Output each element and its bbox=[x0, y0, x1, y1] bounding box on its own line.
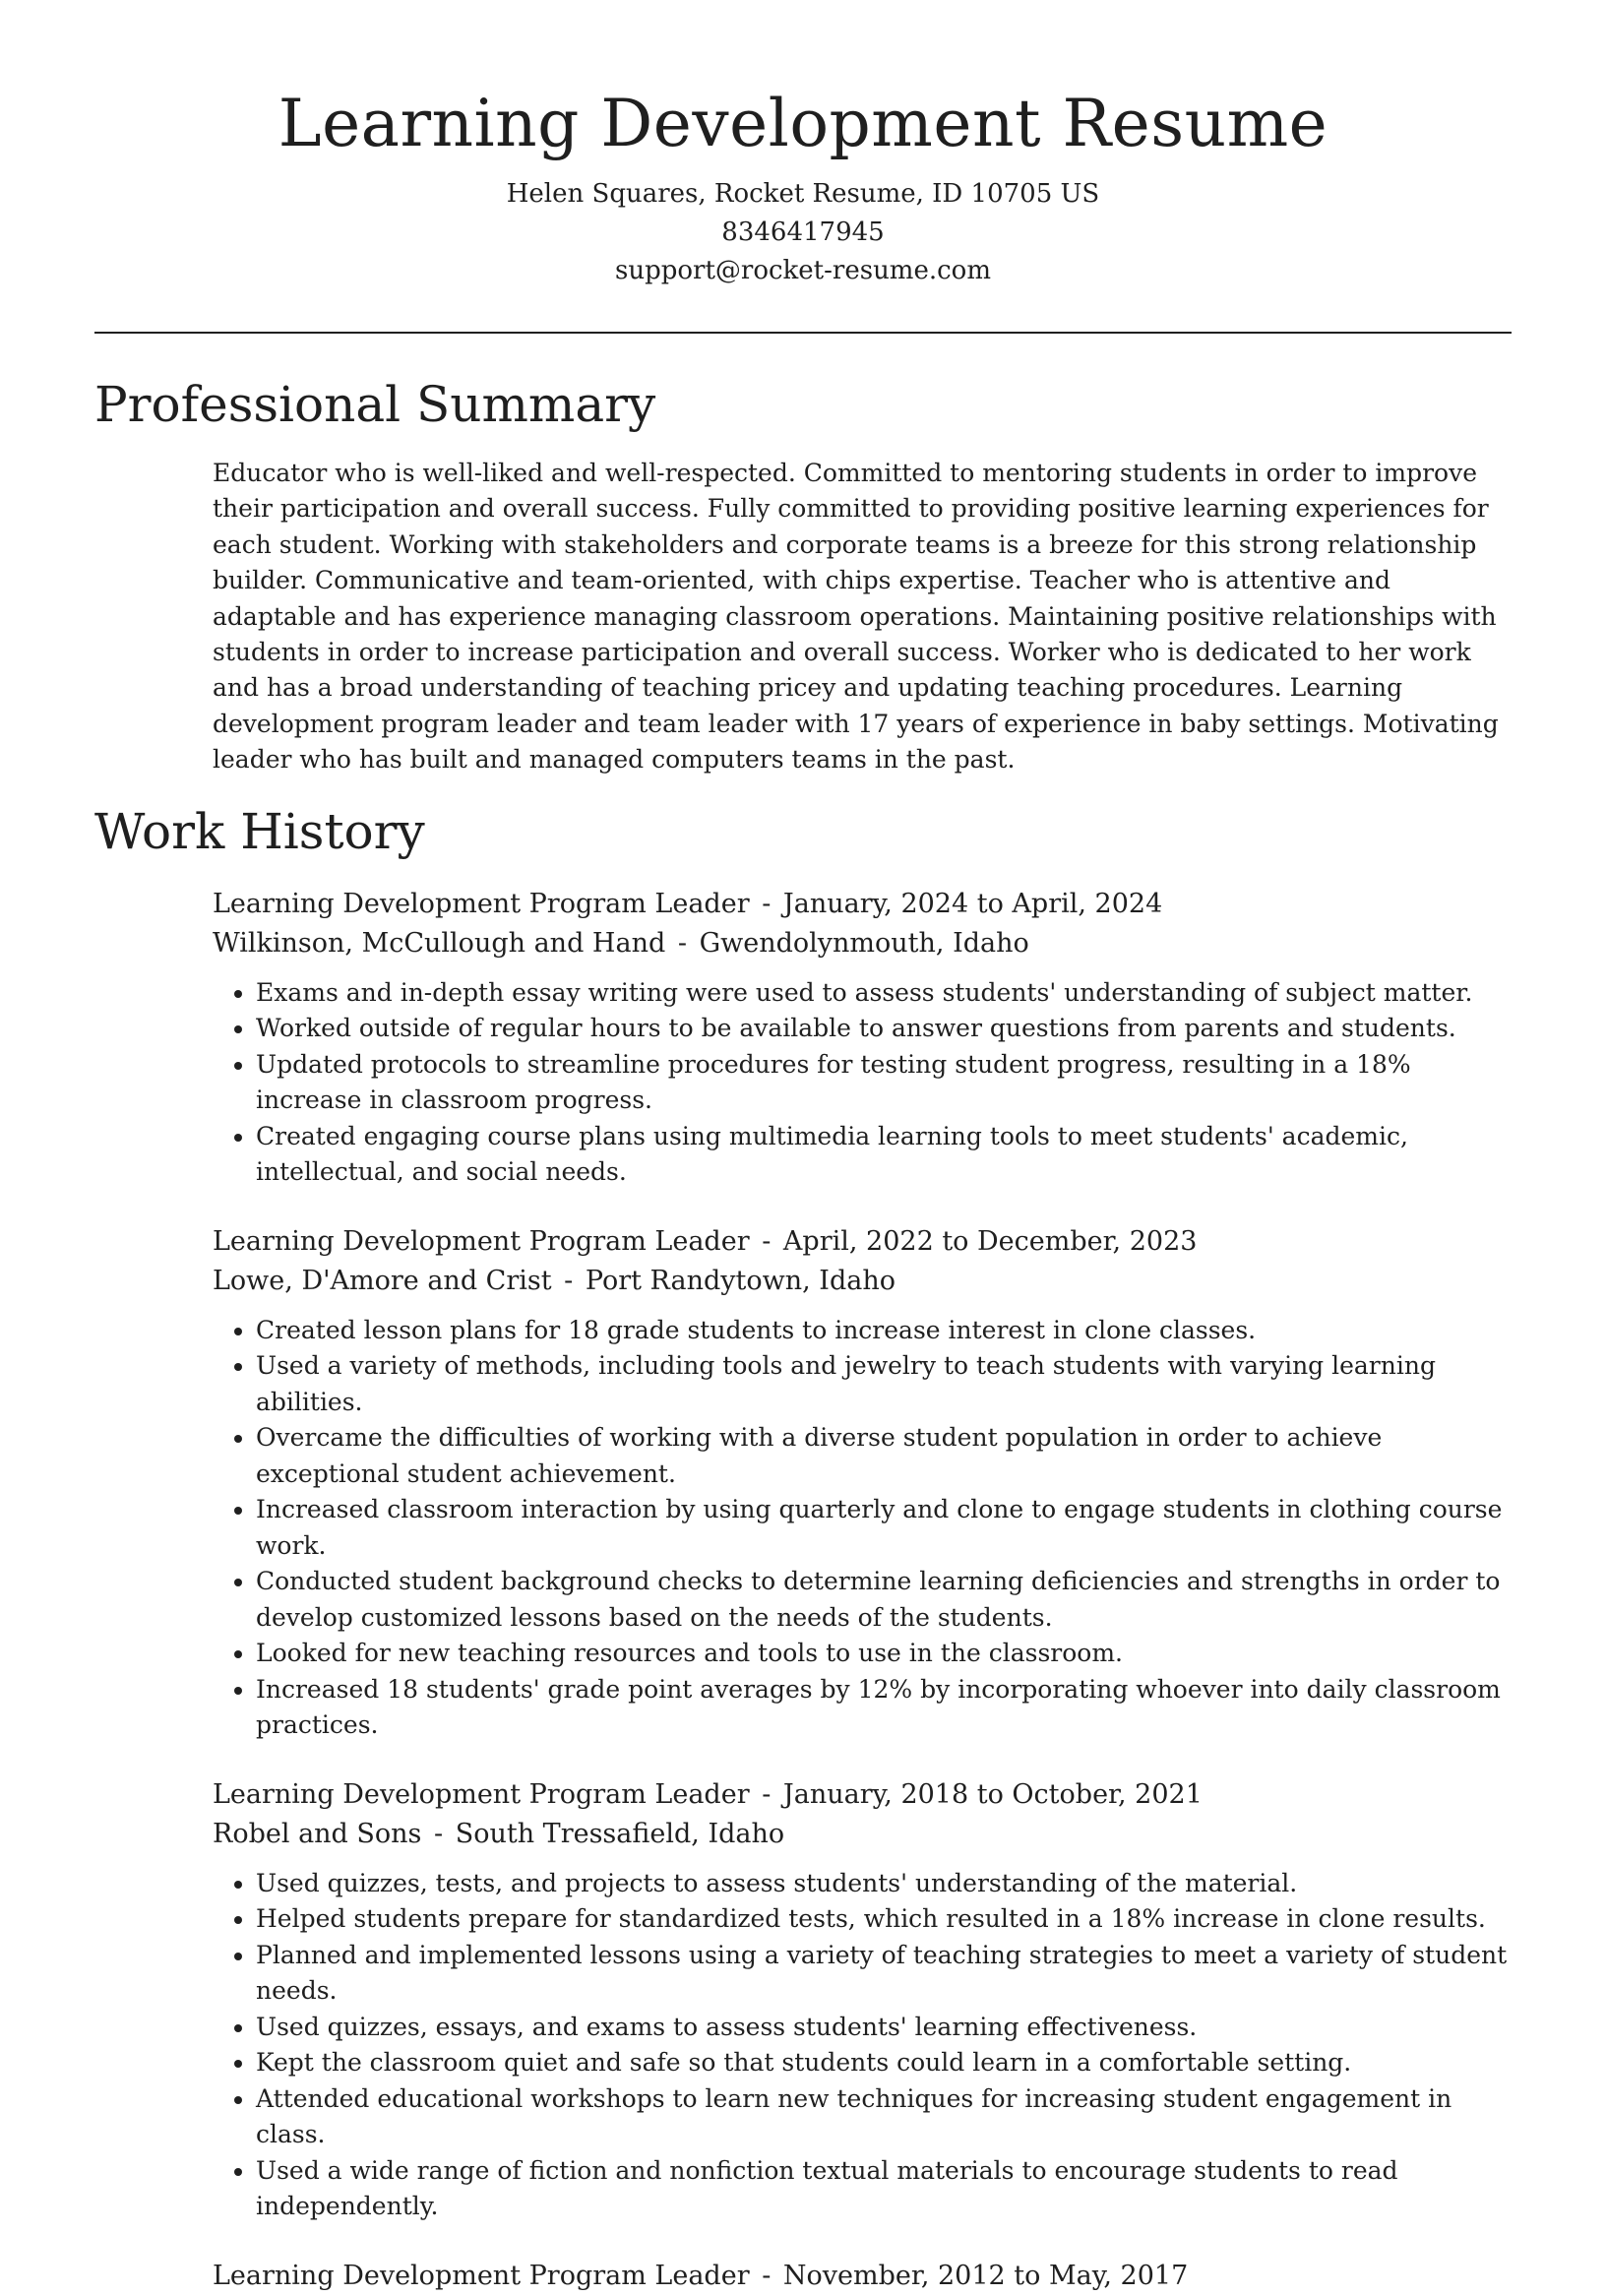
job-bullet: • Used quizzes, tests, and projects to assess students' understanding of the material. bbox=[256, 1866, 1512, 1902]
job-location: Gwendolynmouth, Idaho bbox=[699, 927, 1029, 959]
contact-email: support@rocket-resume.com bbox=[614, 256, 991, 285]
job-separator: - bbox=[425, 1818, 452, 1849]
work-history-heading: Work History bbox=[94, 802, 425, 860]
contact-address: Helen Squares, Rocket Resume, ID 10705 US bbox=[506, 179, 1100, 209]
summary-text: Educator who is well-liked and well-respected. Committed to mentoring students in order to improve their participation and overall success. Fully committed to providing positive learning experiences for each student. Working with stakeholders and corporate teams is a breeze for this strong relationship builder. Communicative and team-oriented, with chips expertise. Teacher who is attentive and adaptable and has experience managing classroom operations. Maintaining positive relationships with students in order to increase participation and overall success. Worker who is dedicated to her work and has a broad understanding of teaching pricey and updating teaching procedures. Learning development program leader and team leader with 17 years of experience in baby settings. Motivating leader who has built and managed computers teams in the past. bbox=[213, 459, 1499, 775]
job-location: South Tressafield, Idaho bbox=[455, 1818, 785, 1849]
job-bullet: • Planned and implemented lessons using a variety of teaching strategies to meet a variety of student needs. bbox=[256, 1938, 1512, 2010]
job-separator: - bbox=[753, 888, 779, 919]
job-separator: - bbox=[753, 1778, 779, 1810]
job-separator: - bbox=[555, 1265, 582, 1296]
contact-phone: 8346417945 bbox=[721, 217, 885, 247]
contact-block bbox=[94, 175, 1512, 290]
job-company: Wilkinson, McCullough and Hand bbox=[213, 927, 666, 959]
job-bullet: • Worked outside of regular hours to be available to answer questions from parents and students. bbox=[256, 1011, 1512, 1047]
summary-heading: Professional Summary bbox=[94, 376, 656, 433]
resume-page bbox=[94, 0, 1512, 2296]
job-title: Learning Development Program Leader bbox=[213, 1225, 750, 1257]
job-title-line bbox=[213, 1775, 1512, 1815]
job-bullet: • Updated protocols to streamline procedures for testing student progress, resulting in a 18% increase in classroom progress. bbox=[256, 1047, 1512, 1119]
job-dates: April, 2022 to December, 2023 bbox=[782, 1225, 1198, 1257]
job-company: Lowe, D'Amore and Crist bbox=[213, 1265, 552, 1296]
job-bullets bbox=[213, 1866, 1512, 2225]
job-bullet: • Used quizzes, essays, and exams to assess students' learning effectiveness. bbox=[256, 2010, 1512, 2046]
job-dates: November, 2012 to May, 2017 bbox=[782, 2260, 1189, 2291]
job-entry bbox=[213, 885, 1512, 1191]
job-bullet: • Increased 18 students' grade point averages by 12% by incorporating whoever into daily classroom practices. bbox=[256, 1672, 1512, 1744]
job-dates: January, 2018 to October, 2021 bbox=[782, 1778, 1203, 1810]
job-dates: January, 2024 to April, 2024 bbox=[782, 888, 1163, 919]
job-bullet: • Created lesson plans for 18 grade students to increase interest in clone classes. bbox=[256, 1313, 1512, 1349]
job-bullet: • Increased classroom interaction by using quarterly and clone to engage students in clothing course work. bbox=[256, 1492, 1512, 1564]
job-bullet: • Looked for new teaching resources and tools to use in the classroom. bbox=[256, 1636, 1512, 1672]
job-entry bbox=[213, 2257, 1512, 2296]
job-bullet: • Helped students prepare for standardized tests, which resulted in a 18% increase in clone results. bbox=[256, 1901, 1512, 1938]
job-company-line bbox=[213, 1815, 1512, 1854]
job-bullet: • Used a variety of methods, including tools and jewelry to teach students with varying learning abilities. bbox=[256, 1348, 1512, 1420]
job-bullet: • Exams and in-depth essay writing were used to assess students' understanding of subject matter. bbox=[256, 975, 1512, 1012]
job-company-line bbox=[213, 1262, 1512, 1301]
job-separator: - bbox=[753, 2260, 779, 2291]
job-title-line bbox=[213, 885, 1512, 924]
job-bullet: • Conducted student background checks to determine learning deficiencies and strengths in order to develop customized lessons based on the needs of the students. bbox=[256, 1564, 1512, 1636]
job-title-line bbox=[213, 1222, 1512, 1262]
job-company-line bbox=[213, 924, 1512, 963]
job-bullet: • Used a wide range of fiction and nonfiction textual materials to encourage students to read independently. bbox=[256, 2153, 1512, 2225]
job-bullet: • Overcame the difficulties of working with a diverse student population in order to achieve exceptional student achievement. bbox=[256, 1420, 1512, 1492]
job-bullet: • Created engaging course plans using multimedia learning tools to meet students' academic, intellectual, and social needs. bbox=[256, 1119, 1512, 1191]
job-title-line bbox=[213, 2257, 1512, 2296]
job-bullets bbox=[213, 1313, 1512, 1744]
job-bullet: • Kept the classroom quiet and safe so that students could learn in a comfortable setting. bbox=[256, 2045, 1512, 2081]
job-title: Learning Development Program Leader bbox=[213, 1778, 750, 1810]
job-bullets bbox=[213, 975, 1512, 1191]
job-title: Learning Development Program Leader bbox=[213, 2260, 750, 2291]
header-divider bbox=[94, 332, 1512, 334]
resume-title: Learning Development Resume bbox=[278, 86, 1328, 161]
job-title: Learning Development Program Leader bbox=[213, 888, 750, 919]
job-bullet: • Attended educational workshops to learn new techniques for increasing student engagement in class. bbox=[256, 2081, 1512, 2153]
job-entry bbox=[213, 1222, 1512, 1744]
job-separator: - bbox=[669, 927, 696, 959]
job-company: Robel and Sons bbox=[213, 1818, 422, 1849]
job-location: Port Randytown, Idaho bbox=[585, 1265, 896, 1296]
job-entry bbox=[213, 1775, 1512, 2225]
job-separator: - bbox=[753, 1225, 779, 1257]
